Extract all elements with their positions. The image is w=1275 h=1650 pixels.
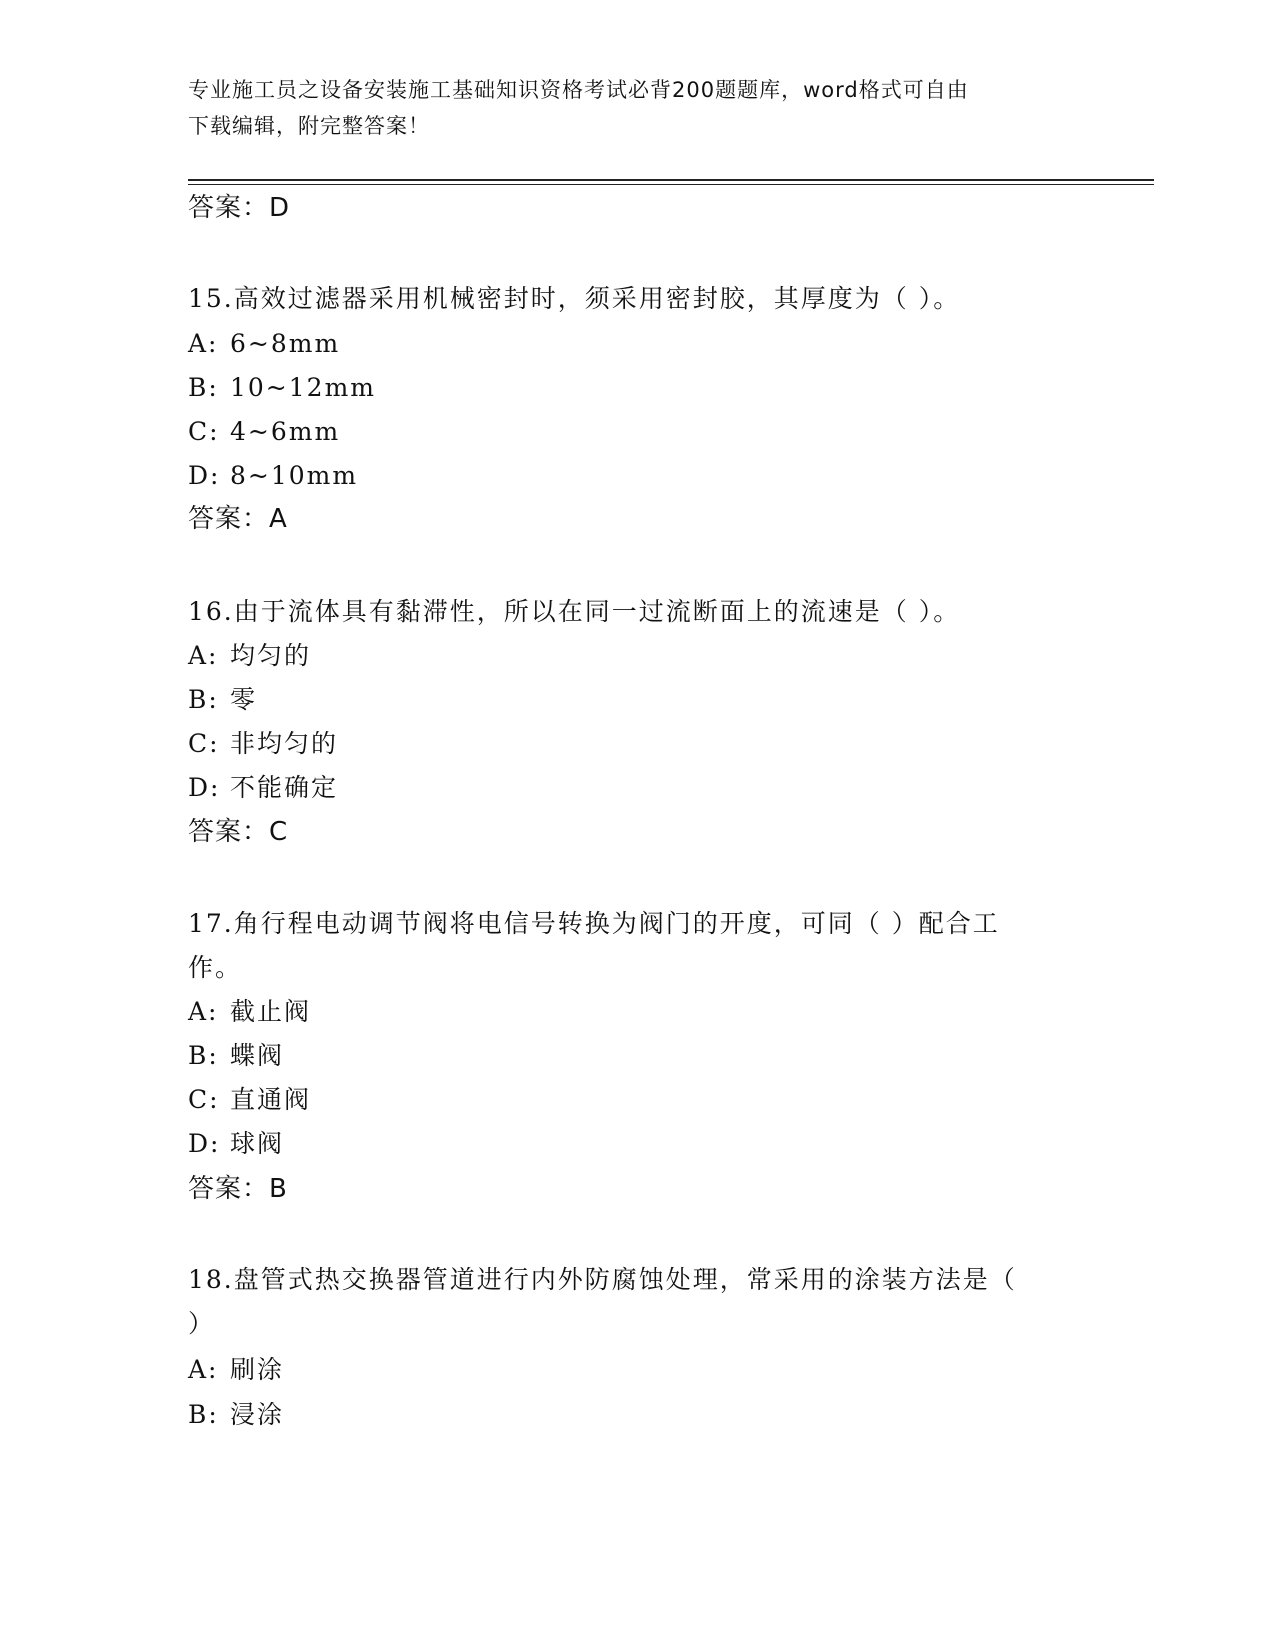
page-header <box>188 72 1068 144</box>
header-line-1: 专业施工员之设备安装施工基础知识资格考试必背200题题库，word格式可自由 <box>188 78 969 102</box>
question-15-option-b <box>188 371 376 405</box>
question-15-option-d <box>188 459 358 493</box>
question-17-option-a <box>188 995 311 1029</box>
question-17-option-b <box>188 1039 284 1073</box>
question-18-stem-line-2: ） <box>188 1309 216 1338</box>
question-18-option-b <box>188 1398 284 1432</box>
header-divider-thin <box>188 184 1154 185</box>
question-15-stem: 15.高效过滤器采用机械密封时，须采用密封胶，其厚度为（ ）。 <box>188 284 961 313</box>
option-text: 直通阀 <box>230 1085 312 1114</box>
question-16-option-a <box>188 639 311 673</box>
option-text: 10~12mm <box>230 373 376 402</box>
question-18-stem-line-1: 18.盘管式热交换器管道进行内外防腐蚀处理，常采用的涂装方法是（ <box>188 1265 1017 1294</box>
option-text: 不能确定 <box>230 773 339 802</box>
question-17-answer: 答案：B <box>188 1174 288 1204</box>
question-15-option-a <box>188 327 340 361</box>
question-16-option-d <box>188 771 338 805</box>
question-17-option-d <box>188 1127 284 1161</box>
option-text: 8~10mm <box>230 461 359 490</box>
previous-answer: 答案：D <box>188 193 291 223</box>
option-text: 刷涂 <box>230 1355 285 1384</box>
header-divider-thick <box>188 179 1154 181</box>
question-15-answer: 答案：A <box>188 504 288 534</box>
option-text: 6~8mm <box>230 329 341 358</box>
option-letter: D: <box>188 773 221 802</box>
option-letter: A: <box>188 329 219 358</box>
option-text: 零 <box>230 685 258 714</box>
question-16-stem: 16.由于流体具有黏滞性，所以在同一过流断面上的流速是（ ）。 <box>188 597 961 626</box>
option-letter: B: <box>188 685 219 714</box>
option-text: 截止阀 <box>230 997 312 1026</box>
question-17-stem-line-2: 作。 <box>188 953 243 982</box>
option-text: 4~6mm <box>230 417 341 446</box>
option-letter: B: <box>188 1400 219 1429</box>
option-letter: D: <box>188 1129 221 1158</box>
question-16-option-b <box>188 683 257 717</box>
question-16-answer: 答案：C <box>188 817 289 847</box>
option-letter: C: <box>188 1085 220 1114</box>
option-letter: B: <box>188 373 219 402</box>
option-letter: B: <box>188 1041 219 1070</box>
option-text: 非均匀的 <box>230 729 339 758</box>
question-18-option-a <box>188 1353 284 1387</box>
question-17-stem-line-1: 17.角行程电动调节阀将电信号转换为阀门的开度，可同（ ）配合工 <box>188 909 1000 938</box>
option-text: 球阀 <box>230 1129 285 1158</box>
header-line-2: 下载编辑，附完整答案！ <box>188 114 430 138</box>
option-letter: D: <box>188 461 221 490</box>
option-letter: A: <box>188 997 219 1026</box>
question-15-option-c <box>188 415 340 449</box>
option-letter: C: <box>188 729 220 758</box>
question-16-option-c <box>188 727 338 761</box>
question-17-option-c <box>188 1083 311 1117</box>
option-text: 浸涂 <box>230 1400 285 1429</box>
option-text: 蝶阀 <box>230 1041 285 1070</box>
option-letter: A: <box>188 641 219 670</box>
option-letter: A: <box>188 1355 219 1384</box>
option-letter: C: <box>188 417 220 446</box>
option-text: 均匀的 <box>230 641 312 670</box>
